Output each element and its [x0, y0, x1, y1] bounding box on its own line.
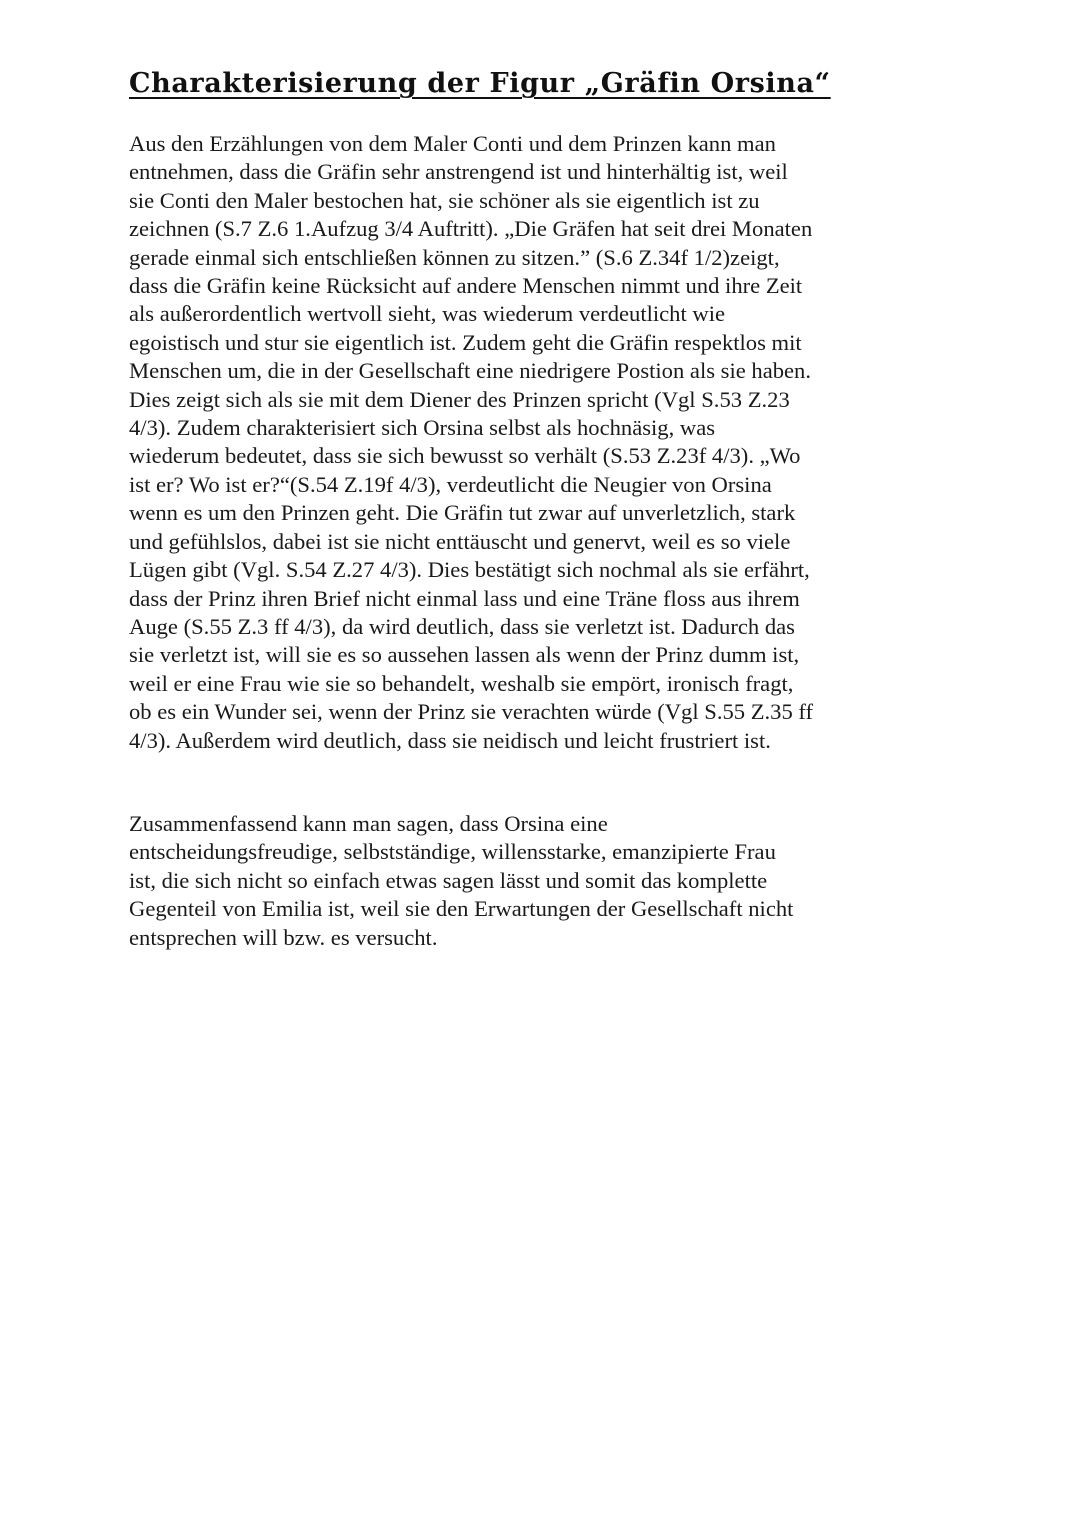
paragraph-characterization	[129, 130, 959, 755]
text-line: ist, die sich nicht so einfach etwas sagen lässt und somit das komplette	[129, 867, 768, 893]
text-line: wenn es um den Prinzen geht. Die Gräfin tut zwar auf unverletzlich, stark	[129, 500, 796, 526]
text-line: Auge (S.55 Z.3 ff 4/3), da wird deutlich, dass sie verletzt ist. Dadurch das	[129, 613, 795, 639]
text-line: dass der Prinz ihren Brief nicht einmal lass und eine Träne floss aus ihrem	[129, 585, 800, 611]
text-line: dass die Gräfin keine Rücksicht auf andere Menschen nimmt und ihre Zeit	[129, 273, 803, 299]
text-line: ob es ein Wunder sei, wenn der Prinz sie verachten würde (Vgl S.55 Z.35 ff	[129, 699, 814, 725]
text-line: entnehmen, dass die Gräfin sehr anstrengend ist und hinterhältig ist, weil	[129, 159, 788, 185]
text-line: und gefühlslos, dabei ist sie nicht enttäuscht und genervt, weil es so viele	[129, 528, 791, 554]
text-line: Menschen um, die in der Gesellschaft eine niedrigere Postion als sie haben.	[129, 358, 812, 384]
text-line: entsprechen will bzw. es versucht.	[129, 924, 438, 950]
text-line: Zusammenfassend kann man sagen, dass Orsina eine	[129, 811, 608, 836]
document-title: Charakterisierung der Figur „Gräfin Orsina“	[129, 68, 831, 99]
text-line: Lügen gibt (Vgl. S.54 Z.27 4/3). Dies bestätigt sich nochmal als sie erfährt,	[129, 557, 810, 583]
paragraph-summary	[129, 810, 959, 952]
text-line: zeichnen (S.7 Z.6 1.Aufzug 3/4 Auftritt). „Die Gräfen hat seit drei Monaten	[129, 216, 813, 242]
text-line: ist er? Wo ist er?“(S.54 Z.19f 4/3), verdeutlicht die Neugier von Orsina	[129, 471, 772, 497]
text-line: egoistisch und stur sie eigentlich ist. Zudem geht die Gräfin respektlos mit	[129, 329, 802, 355]
text-line: wiederum bedeutet, dass sie sich bewusst so verhält (S.53 Z.23f 4/3). „Wo	[129, 443, 801, 469]
text-line: gerade einmal sich entschließen können zu sitzen.” (S.6 Z.34f 1/2)zeigt,	[129, 244, 780, 270]
text-line: sie verletzt ist, will sie es so aussehen lassen als wenn der Prinz dumm ist,	[129, 642, 800, 668]
text-line: weil er eine Frau wie sie so behandelt, weshalb sie empört, ironisch fragt,	[129, 670, 794, 696]
text-line: 4/3). Außerdem wird deutlich, dass sie neidisch und leicht frustriert ist.	[129, 727, 771, 753]
text-line: 4/3). Zudem charakterisiert sich Orsina selbst als hochnäsig, was	[129, 415, 716, 441]
text-line: Dies zeigt sich als sie mit dem Diener des Prinzen spricht (Vgl S.53 Z.23	[129, 386, 790, 412]
text-line: sie Conti den Maler bestochen hat, sie schöner als sie eigentlich ist zu	[129, 187, 760, 213]
text-line: Aus den Erzählungen von dem Maler Conti und dem Prinzen kann man	[129, 131, 776, 156]
text-line: als außerordentlich wertvoll sieht, was wiederum verdeutlicht wie	[129, 301, 726, 327]
text-line: entscheidungsfreudige, selbstständige, willensstarke, emanzipierte Frau	[129, 839, 776, 865]
text-line: Gegenteil von Emilia ist, weil sie den Erwartungen der Gesellschaft nicht	[129, 896, 794, 922]
